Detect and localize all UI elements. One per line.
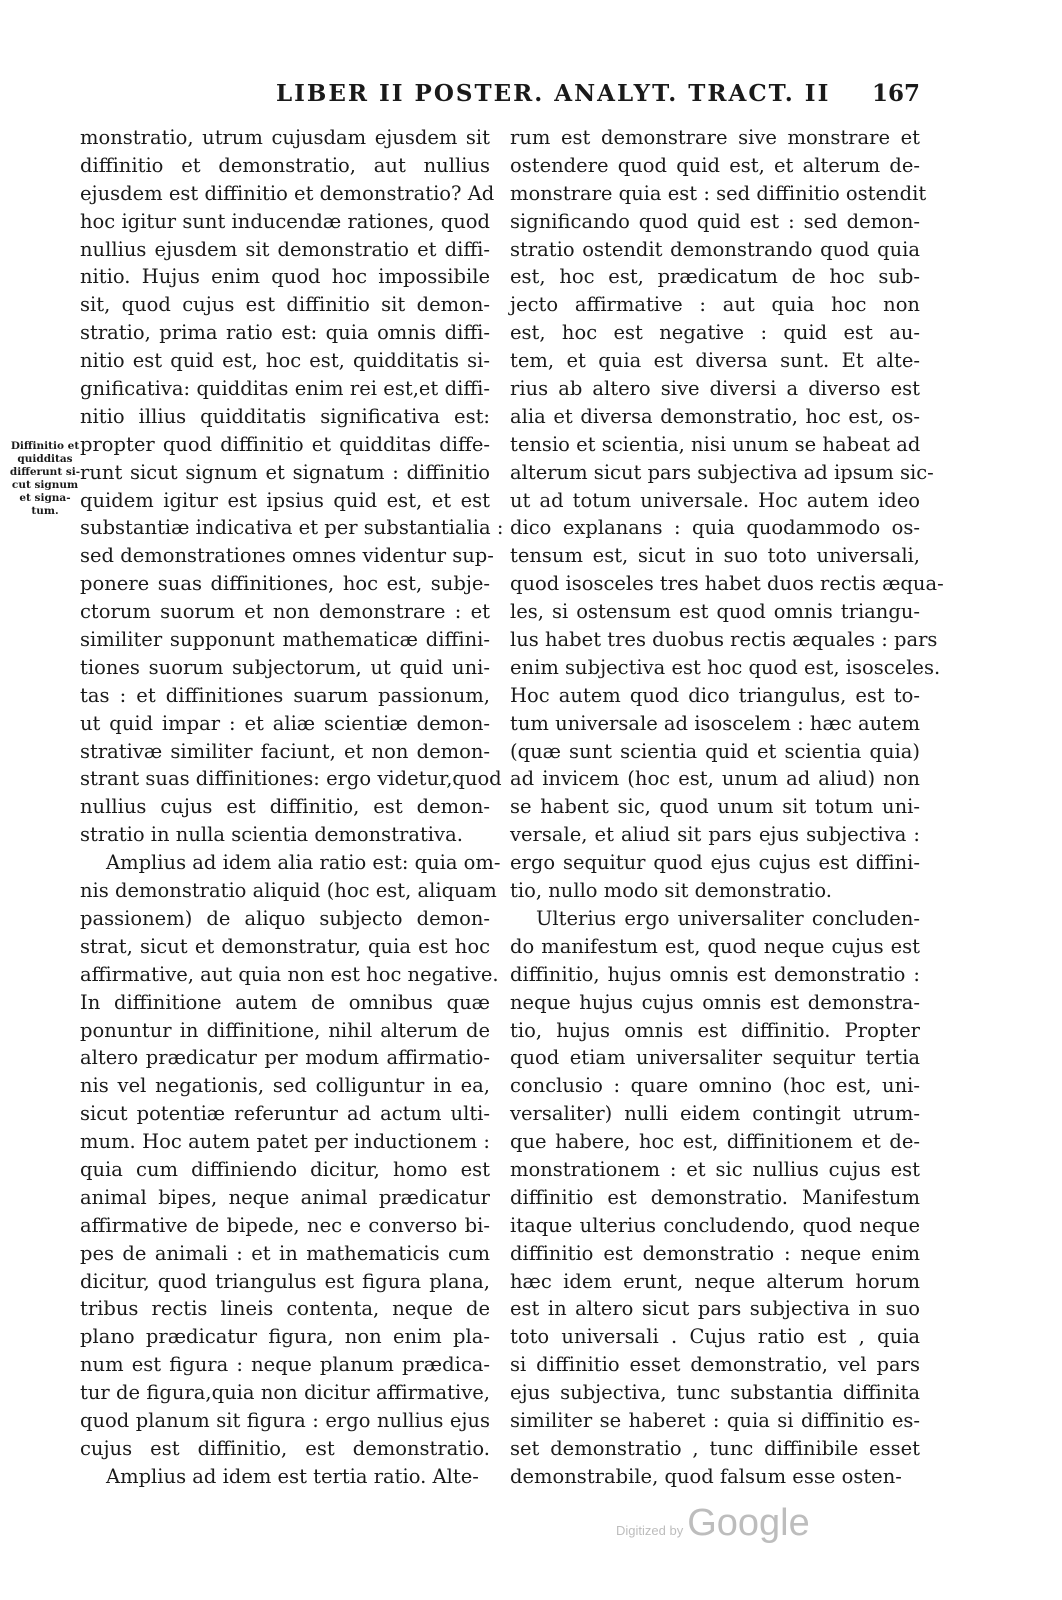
text-line: In diffinitione autem de omnibus quæ xyxy=(80,990,490,1014)
text-line: hæc idem erunt, neque alterum horum xyxy=(510,1269,920,1293)
text-line: ponuntur in diffinitione, nihil alterum de xyxy=(80,1018,490,1042)
text-line: ergo sequitur quod ejus cujus est diffini- xyxy=(510,851,920,875)
text-line: monstratio, utrum cujusdam ejusdem sit xyxy=(80,126,490,149)
text-line: conclusio : quare omnino (hoc est, uni- xyxy=(510,1074,920,1098)
text-line: demonstrabile, quod falsum esse osten- xyxy=(510,1464,902,1488)
text-line: est in altero sicut pars subjectiva in suo xyxy=(510,1297,920,1321)
text-line: hoc igitur sunt inducendæ rationes, quod xyxy=(80,209,490,233)
text-line: set demonstratio , tunc diffinibile esset xyxy=(510,1436,920,1460)
text-line: cujus est diffinitio, est demonstratio. xyxy=(80,1436,490,1460)
text-line: diffinitio est demonstratio. Manifestum xyxy=(510,1185,920,1209)
text-line: alia et diversa demonstratio, hoc est, os- xyxy=(510,404,920,428)
text-line: alterum sicut pars subjectiva ad ipsum sic- xyxy=(510,460,934,484)
text-line: similiter se haberet : quia si diffinitio es- xyxy=(510,1408,920,1432)
text-line: tiones suorum subjectorum, ut quid uni- xyxy=(80,655,490,679)
text-line: Ulterius ergo universaliter concluden- xyxy=(536,906,920,930)
text-line: ut ad totum universale. Hoc autem ideo xyxy=(510,488,920,512)
text-line: tur de figura,quia non dicitur affirmative, xyxy=(80,1381,490,1405)
text-line: tribus rectis lineis contenta, neque de xyxy=(80,1297,490,1321)
text-line: est, hoc est, prædicatum de hoc sub- xyxy=(510,265,920,289)
text-line: sicut potentiæ referuntur ad actum ulti- xyxy=(80,1102,490,1126)
text-line: ut quid impar : et aliæ scientiæ demon- xyxy=(80,711,490,735)
text-line: si diffinitio esset demonstratio, vel pars xyxy=(510,1353,920,1377)
text-line: nullius cujus est diffinitio, est demon- xyxy=(80,795,490,819)
text-line: nitio est quid est, hoc est, quidditatis si- xyxy=(80,349,490,373)
text-line: num est figura : neque planum prædica- xyxy=(80,1353,490,1377)
text-line: (quæ sunt scientia quid et scientia quia) xyxy=(510,739,920,763)
text-line: tio, nullo modo sit demonstratio. xyxy=(510,879,832,903)
text-line: quod planum sit figura : ergo nullius ejus xyxy=(80,1408,490,1432)
text-line: tas : et diffinitiones suarum passionum, xyxy=(80,683,490,707)
text-line: nis demonstratio aliquid (hoc est, aliquam xyxy=(80,879,497,903)
text-line: Hoc autem quod dico triangulus, est to- xyxy=(510,683,920,707)
text-line: jecto affirmative : aut quia hoc non xyxy=(510,293,920,317)
text-line: tensum est, sicut in suo toto universali, xyxy=(510,544,920,568)
text-line: runt sicut signum et signatum : diffinitio xyxy=(80,460,490,484)
text-line: tio, hujus omnis est diffinitio. Propter xyxy=(510,1018,920,1042)
text-line: itaque ulterius concludendo, quod neque xyxy=(510,1213,920,1237)
text-line: versaliter) nulli eidem contingit utrum- xyxy=(510,1102,920,1126)
text-line: affirmative de bipede, nec e converso bi- xyxy=(80,1213,490,1237)
text-line: ctorum suorum et non demonstrare : et xyxy=(80,600,490,624)
text-line: que habere, hoc est, diffinitionem et de- xyxy=(510,1130,920,1154)
text-line: monstrationem : et sic nullius cujus est xyxy=(510,1157,920,1181)
margin-note xyxy=(6,440,84,518)
text-line: ejusdem est diffinitio et demonstratio? Ad xyxy=(80,181,495,205)
text-line: strant suas diffinitiones: ergo videtur,quod xyxy=(80,767,502,791)
text-line: Amplius ad idem est tertia ratio. Alte- xyxy=(106,1464,479,1488)
text-line: diffinitio est demonstratio : neque enim xyxy=(510,1241,920,1265)
text-line: quod etiam universaliter sequitur tertia xyxy=(510,1046,920,1070)
text-line: diffinitio, hujus omnis est demonstratio : xyxy=(510,962,920,986)
digitized-watermark xyxy=(616,1502,810,1545)
text-line: les, si ostensum est quod omnis triangu- xyxy=(510,600,920,624)
text-line: ejus subjectiva, tunc substantia diffinita xyxy=(510,1381,920,1405)
text-line: nis vel negationis, sed colliguntur in ea, xyxy=(80,1074,490,1098)
text-line: ponere suas diffinitiones, hoc est, subje- xyxy=(80,572,490,596)
text-line: ad invicem (hoc est, unum ad aliud) non xyxy=(510,767,920,791)
text-line: plano prædicatur figura, non enim pla- xyxy=(80,1325,490,1349)
text-line: stratio ostendit demonstrando quod quia xyxy=(510,237,920,261)
right-column xyxy=(510,124,944,1491)
text-line: affirmative, aut quia non est hoc negative. xyxy=(80,962,499,986)
text-line: rum est demonstrare sive monstrare et xyxy=(510,126,920,149)
text-line: quia cum diffiniendo dicitur, homo est xyxy=(80,1157,490,1181)
margin-note-line: et signa- xyxy=(19,492,71,504)
text-line: animal bipes, neque animal prædicatur xyxy=(80,1185,490,1209)
text-line: sit, quod cujus est diffinitio sit demon- xyxy=(80,293,490,317)
text-line: substantiæ indicativa et per substantialia : xyxy=(80,516,504,540)
text-line: quidem igitur est ipsius quid est, et est xyxy=(80,488,490,512)
margin-note-line: tum. xyxy=(31,505,59,517)
text-line: dicitur, quod triangulus est figura plana, xyxy=(80,1269,490,1293)
text-line: tum universale ad isoscelem : hæc autem xyxy=(510,711,920,735)
text-line: passionem) de aliquo subjecto demon- xyxy=(80,906,490,930)
text-line: toto universali . Cujus ratio est , quia xyxy=(510,1325,920,1349)
margin-note-line: differunt si- xyxy=(9,466,81,478)
text-line: propter quod diffinitio et quidditas diffe- xyxy=(80,432,490,456)
text-line: quod isosceles tres habet duos rectis æqua- xyxy=(510,572,944,596)
text-line: strat, sicut et demonstratur, quia est hoc xyxy=(80,934,490,958)
running-head: LIBER II POSTER. ANALYT. TRACT. II xyxy=(276,80,831,107)
text-line: pes de animali : et in mathematicis cum xyxy=(80,1241,490,1265)
text-line: sed demonstrationes omnes videntur sup- xyxy=(80,544,494,568)
text-line: nullius ejusdem sit demonstratio et diffi- xyxy=(80,237,490,261)
text-line: ostendere quod quid est, et alterum de- xyxy=(510,153,920,177)
margin-note-line: cut signum xyxy=(11,479,79,491)
text-line: Amplius ad idem alia ratio est: quia om- xyxy=(106,851,501,875)
text-line: tensio et scientia, nisi unum se habeat ad xyxy=(510,432,921,456)
text-line: altero prædicatur per modum affirmatio- xyxy=(80,1046,490,1070)
text-line: stratio, prima ratio est: quia omnis diffi- xyxy=(80,321,490,345)
text-line: lus habet tres duobus rectis æquales : pars xyxy=(510,628,938,652)
text-line: do manifestum est, quod neque cujus est xyxy=(510,934,920,958)
text-line: tem, et quia est diversa sunt. Et alte- xyxy=(510,349,920,373)
text-line: stratio in nulla scientia demonstrativa. xyxy=(80,823,463,847)
text-line: dico explanans : quia quodammodo os- xyxy=(510,516,920,540)
text-line: significando quod quid est : sed demon- xyxy=(510,209,920,233)
watermark-prefix: Digitized by xyxy=(616,1523,684,1538)
text-line: similiter supponunt mathematicæ diffini- xyxy=(80,628,490,652)
text-line: monstrare quia est : sed diffinitio ostendit xyxy=(510,181,927,205)
text-line: rius ab altero sive diversi a diverso est xyxy=(510,377,920,401)
left-column xyxy=(80,124,504,1491)
text-line: gnificativa: quidditas enim rei est,et diffi- xyxy=(80,377,490,401)
margin-note-line: Diffinitio et xyxy=(10,440,80,452)
text-line: se habent sic, quod unum sit totum uni- xyxy=(510,795,920,819)
watermark-brand: Google xyxy=(687,1502,810,1544)
text-line: neque hujus cujus omnis est demonstra- xyxy=(510,990,920,1014)
text-line: enim subjectiva est hoc quod est, isosceles. xyxy=(510,655,941,679)
text-line: nitio illius quidditatis significativa est: xyxy=(80,404,490,428)
text-line: nitio. Hujus enim quod hoc impossibile xyxy=(80,265,490,289)
text-line: strativæ similiter faciunt, et non demon- xyxy=(80,739,490,763)
text-line: est, hoc est negative : quid est au- xyxy=(510,321,920,345)
margin-note-line: quidditas xyxy=(17,453,73,465)
text-line: mum. Hoc autem patet per inductionem : xyxy=(80,1130,490,1154)
text-line: versale, et aliud sit pars ejus subjectiva : xyxy=(510,823,920,847)
text-line: diffinitio et demonstratio, aut nullius xyxy=(80,153,490,177)
page-number: 167 xyxy=(872,80,921,107)
